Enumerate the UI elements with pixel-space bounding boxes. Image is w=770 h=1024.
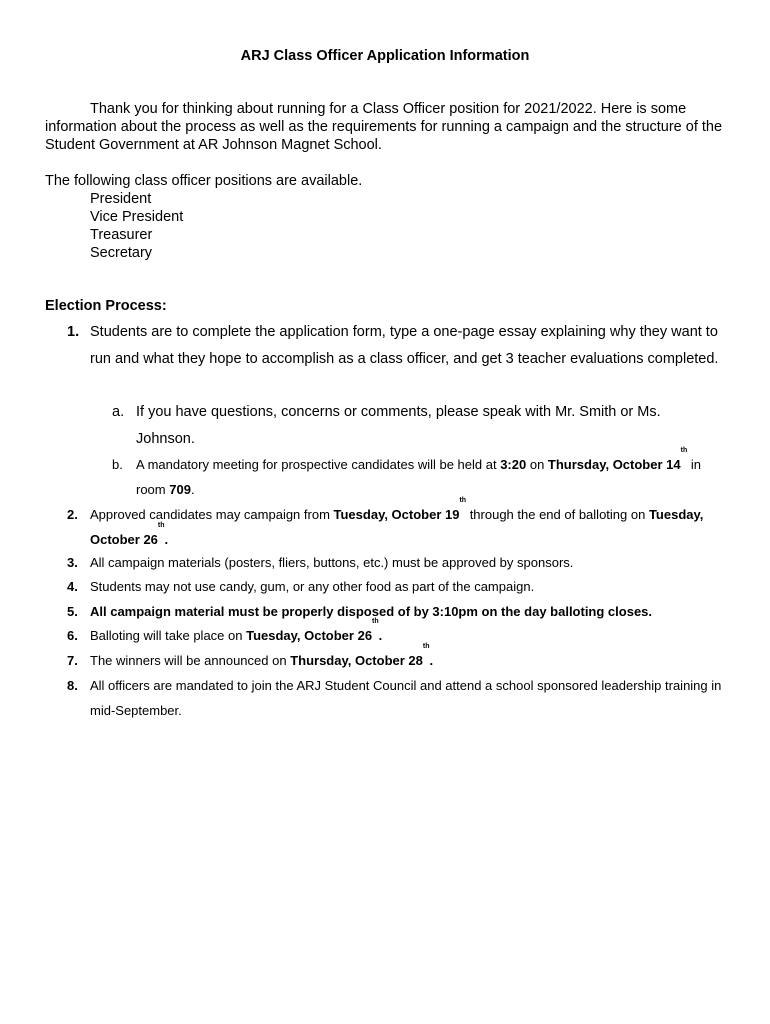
intro-text: Thank you for thinking about running for a Class Officer position for 2021/2022. Here is some information about the process as well as the requirements for running a campaign and the structure of the Student Government at AR Johnson Magnet School. (45, 101, 723, 153)
meeting-room: 709 (169, 481, 191, 497)
step-text: A mandatory meeting for prospective candidates will be held at 3:20 on Thursday, October 14th in room 709. (136, 447, 701, 497)
positions-list (90, 190, 183, 262)
step-text: If you have questions, concerns or comments, please speak with Mr. Smith or Ms. Johnson. (136, 404, 661, 447)
announcement-date: Thursday, October 28th. (290, 643, 434, 668)
position-item: Vice President (90, 209, 184, 225)
step-number: 6. (67, 628, 78, 643)
step-text: Balloting will take place on Tuesday, October 26th. (90, 618, 383, 643)
position-item: Secretary (90, 245, 153, 261)
campaign-start-date: Tuesday, October 19th (333, 497, 467, 522)
election-heading: Election Process: (45, 298, 167, 314)
step-number: 7. (67, 653, 78, 668)
step-number: 1. (67, 324, 80, 340)
step-number: 8. (67, 678, 78, 693)
position-item: President (90, 191, 152, 207)
step-number: 2. (67, 507, 78, 522)
campaign-end-date: Tuesday, October 26th. (90, 507, 704, 547)
positions-lead: The following class officer positions are available. (45, 173, 363, 189)
step-number: 4. (67, 579, 78, 594)
step-number: 3. (67, 555, 78, 570)
intro-paragraph (45, 100, 735, 154)
step-number: 5. (67, 604, 78, 619)
step-text: All campaign material must be properly disposed of by 3:10pm on the day balloting closes. (90, 604, 653, 619)
meeting-date: Thursday, October 14th (547, 447, 688, 472)
step-text: All campaign materials (posters, fliers, buttons, etc.) must be approved by sponsors. (90, 555, 574, 570)
step-text: Approved candidates may campaign from Tuesday, October 19th through the end of balloting on Tuesday, October 26th. (90, 497, 704, 547)
step-text: The winners will be announced on Thursday, October 28th. (90, 643, 434, 668)
document-title: ARJ Class Officer Application Information (240, 48, 530, 64)
step-letter: a. (112, 404, 125, 420)
meeting-time: 3:20 (500, 457, 527, 472)
step-text: All officers are mandated to join the ARJ Student Council and attend a school sponsored leadership training in mid-September. (90, 678, 722, 718)
step-text: Students are to complete the application form, type a one-page essay explaining why they want to run and what they hope to accomplish as a class officer, and get 3 teacher evaluations completed. (90, 324, 719, 367)
position-item: Treasurer (90, 227, 153, 243)
balloting-date: Tuesday, October 26th. (246, 618, 383, 643)
step-letter: b. (112, 457, 123, 472)
step-text: Students may not use candy, gum, or any other food as part of the campaign. (90, 579, 535, 594)
